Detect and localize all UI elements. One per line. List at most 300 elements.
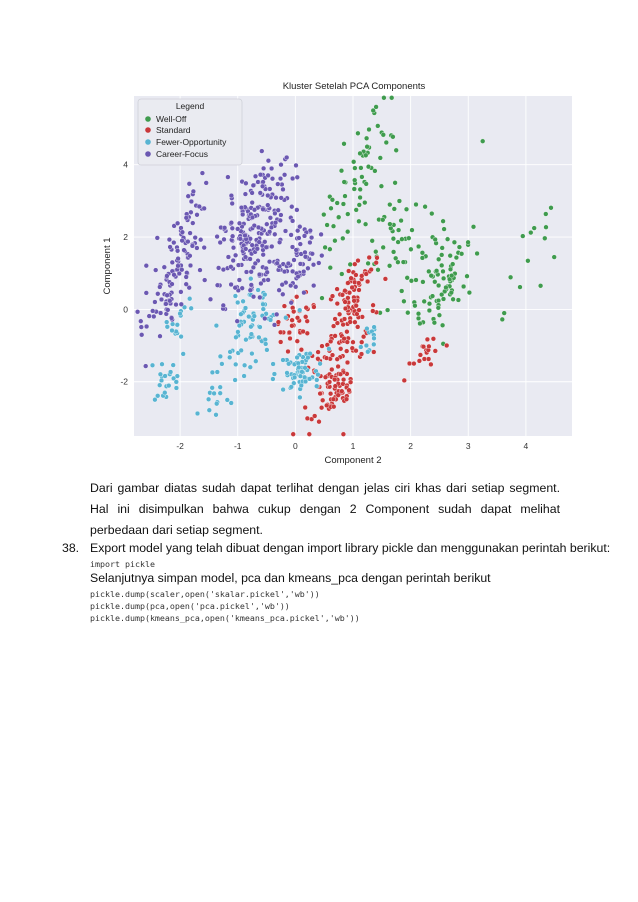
point-well-off: [480, 139, 485, 144]
point-well-off: [391, 236, 396, 241]
point-career-focus: [165, 308, 170, 313]
point-well-off: [341, 202, 346, 207]
point-well-off: [466, 240, 471, 245]
y-tick-labels: [120, 160, 128, 387]
point-fewer-opportunity: [155, 393, 160, 398]
point-well-off: [440, 246, 445, 251]
point-standard: [355, 325, 360, 330]
point-standard: [295, 339, 300, 344]
point-standard: [343, 300, 348, 305]
point-well-off: [405, 310, 410, 315]
point-well-off: [373, 169, 378, 174]
point-well-off: [364, 182, 369, 187]
point-standard: [425, 337, 430, 342]
point-fewer-opportunity: [261, 302, 266, 307]
point-well-off: [414, 278, 419, 283]
point-well-off: [410, 228, 415, 233]
point-standard: [357, 288, 362, 293]
point-standard: [290, 323, 295, 328]
point-career-focus: [200, 171, 205, 176]
point-standard: [307, 432, 312, 437]
point-well-off: [549, 205, 554, 210]
point-fewer-opportunity: [271, 377, 276, 382]
point-career-focus: [159, 297, 164, 302]
point-well-off: [440, 323, 445, 328]
point-well-off: [343, 194, 348, 199]
point-well-off: [418, 321, 423, 326]
legend-label-fewer-opportunity: Fewer-Opportunity: [156, 137, 227, 147]
y-tick-label: 2: [123, 232, 128, 243]
point-career-focus: [264, 245, 269, 250]
point-career-focus: [182, 248, 187, 253]
point-standard: [348, 320, 353, 325]
point-career-focus: [179, 267, 184, 272]
point-well-off: [320, 296, 325, 301]
point-career-focus: [197, 204, 202, 209]
point-well-off: [378, 156, 383, 161]
point-career-focus: [238, 236, 243, 241]
point-fewer-opportunity: [298, 374, 303, 379]
point-well-off: [396, 260, 401, 265]
point-well-off: [442, 227, 447, 232]
point-standard: [351, 340, 356, 345]
point-career-focus: [239, 205, 244, 210]
point-career-focus: [306, 266, 311, 271]
point-standard: [431, 336, 436, 341]
point-well-off: [393, 180, 398, 185]
point-fewer-opportunity: [175, 322, 180, 327]
point-fewer-opportunity: [372, 325, 377, 330]
x-tick-label: -2: [176, 441, 184, 451]
point-fewer-opportunity: [365, 326, 370, 331]
point-career-focus: [274, 195, 279, 200]
point-well-off: [396, 228, 401, 233]
point-well-off: [416, 316, 421, 321]
point-career-focus: [273, 211, 278, 216]
point-career-focus: [274, 312, 279, 317]
point-fewer-opportunity: [256, 288, 261, 293]
point-standard: [305, 319, 310, 324]
point-well-off: [426, 269, 431, 274]
point-fewer-opportunity: [233, 294, 238, 299]
point-well-off: [331, 224, 336, 229]
point-career-focus: [243, 233, 248, 238]
point-well-off: [439, 253, 444, 258]
point-fewer-opportunity: [292, 375, 297, 380]
point-standard: [347, 290, 352, 295]
point-standard: [316, 350, 321, 355]
export-instruction-text: Export model yang telah dibuat dengan import library pickle dan menggunakan perintah berikut:: [90, 541, 611, 555]
legend-title: Legend: [175, 101, 205, 111]
point-well-off: [358, 187, 363, 192]
point-well-off: [437, 313, 442, 318]
point-standard: [288, 336, 293, 341]
point-well-off: [413, 303, 418, 308]
point-well-off: [401, 260, 406, 265]
point-well-off: [336, 215, 341, 220]
point-well-off: [461, 284, 466, 289]
point-well-off: [532, 226, 537, 231]
point-fewer-opportunity: [218, 385, 223, 390]
point-career-focus: [288, 283, 293, 288]
pca-cluster-scatter-chart: [90, 74, 578, 466]
point-well-off: [380, 217, 385, 222]
point-career-focus: [191, 189, 196, 194]
point-well-off: [387, 263, 392, 268]
point-standard: [303, 405, 308, 410]
point-career-focus: [289, 300, 294, 305]
point-career-focus: [188, 263, 193, 268]
point-fewer-opportunity: [289, 385, 294, 390]
point-well-off: [356, 131, 361, 136]
point-standard: [278, 330, 283, 335]
point-career-focus: [262, 316, 267, 321]
y-tick-label: 4: [123, 159, 128, 170]
point-fewer-opportunity: [365, 349, 370, 354]
point-standard: [331, 397, 336, 402]
point-well-off: [363, 153, 368, 158]
point-career-focus: [290, 219, 295, 224]
point-career-focus: [278, 218, 283, 223]
point-career-focus: [250, 200, 255, 205]
point-standard: [364, 272, 369, 277]
point-career-focus: [272, 232, 277, 237]
point-standard: [332, 377, 337, 382]
point-career-focus: [278, 176, 283, 181]
point-career-focus: [215, 283, 220, 288]
point-standard: [328, 391, 333, 396]
point-career-focus: [249, 269, 254, 274]
point-career-focus: [195, 246, 200, 251]
point-career-focus: [311, 283, 316, 288]
point-career-focus: [144, 291, 149, 296]
point-career-focus: [153, 300, 158, 305]
point-career-focus: [286, 261, 291, 266]
point-standard: [357, 308, 362, 313]
point-well-off: [436, 305, 441, 310]
point-fewer-opportunity: [263, 337, 268, 342]
point-standard: [356, 281, 361, 286]
point-fewer-opportunity: [262, 292, 267, 297]
point-well-off: [459, 251, 464, 256]
point-career-focus: [171, 240, 176, 245]
point-well-off: [528, 230, 533, 235]
point-fewer-opportunity: [165, 324, 170, 329]
point-career-focus: [269, 244, 274, 249]
point-standard: [444, 343, 449, 348]
point-fewer-opportunity: [170, 322, 175, 327]
point-standard: [346, 269, 351, 274]
point-career-focus: [165, 274, 170, 279]
point-fewer-opportunity: [364, 343, 369, 348]
point-standard: [318, 391, 323, 396]
point-well-off: [420, 256, 425, 261]
point-fewer-opportunity: [214, 401, 219, 406]
point-career-focus: [221, 303, 226, 308]
point-career-focus: [215, 234, 220, 239]
point-standard: [312, 414, 317, 419]
point-career-focus: [202, 278, 207, 283]
point-career-focus: [257, 295, 262, 300]
point-career-focus: [262, 239, 267, 244]
point-standard: [433, 349, 438, 354]
point-well-off: [439, 292, 444, 297]
point-career-focus: [249, 283, 254, 288]
point-career-focus: [316, 261, 321, 266]
point-career-focus: [261, 166, 266, 171]
point-standard: [427, 344, 432, 349]
point-well-off: [467, 290, 472, 295]
point-career-focus: [282, 172, 287, 177]
point-fewer-opportunity: [170, 328, 175, 333]
point-fewer-opportunity: [233, 362, 238, 367]
point-career-focus: [188, 253, 193, 258]
point-standard: [295, 315, 300, 320]
point-well-off: [358, 195, 363, 200]
point-career-focus: [216, 266, 221, 271]
point-well-off: [329, 206, 334, 211]
point-well-off: [354, 208, 359, 213]
point-career-focus: [319, 253, 324, 258]
point-well-off: [405, 275, 410, 280]
point-fewer-opportunity: [215, 370, 220, 375]
point-fewer-opportunity: [268, 318, 273, 323]
point-standard: [371, 303, 376, 308]
legend-marker-career-focus: [145, 151, 151, 157]
point-career-focus: [164, 302, 169, 307]
point-career-focus: [167, 237, 172, 242]
point-fewer-opportunity: [228, 350, 233, 355]
point-well-off: [436, 298, 441, 303]
point-well-off: [404, 207, 409, 212]
point-fewer-opportunity: [283, 315, 288, 320]
point-standard: [286, 349, 291, 354]
point-fewer-opportunity: [281, 387, 286, 392]
point-career-focus: [289, 204, 294, 209]
point-career-focus: [237, 221, 242, 226]
point-fewer-opportunity: [239, 348, 244, 353]
point-well-off: [392, 207, 397, 212]
point-career-focus: [272, 323, 277, 328]
point-well-off: [365, 144, 370, 149]
point-well-off: [409, 278, 414, 283]
point-well-off: [456, 298, 461, 303]
point-well-off: [427, 301, 432, 306]
conclusion-paragraph: Dari gambar diatas sudah dapat terlihat dengan jelas ciri khas dari setiap segment. Hal ini disimpulkan bahwa cukup dengan 2 Component sudah dapat melihat perbedaan dari setiap segment.: [90, 481, 560, 537]
point-fewer-opportunity: [206, 397, 211, 402]
point-career-focus: [157, 285, 162, 290]
point-career-focus: [179, 302, 184, 307]
point-fewer-opportunity: [168, 370, 173, 375]
point-career-focus: [139, 325, 144, 330]
point-career-focus: [258, 191, 263, 196]
point-career-focus: [229, 220, 234, 225]
point-well-off: [335, 201, 340, 206]
point-standard: [335, 287, 340, 292]
point-career-focus: [231, 258, 236, 263]
point-career-focus: [295, 208, 300, 213]
point-fewer-opportunity: [248, 276, 253, 281]
point-fewer-opportunity: [214, 412, 219, 417]
point-standard: [353, 320, 358, 325]
point-well-off: [423, 204, 428, 209]
point-standard: [347, 388, 352, 393]
point-career-focus: [283, 229, 288, 234]
point-fewer-opportunity: [281, 358, 286, 363]
x-tick-label: 4: [523, 441, 529, 451]
point-standard: [335, 357, 340, 362]
point-fewer-opportunity: [181, 352, 186, 357]
point-well-off: [366, 261, 371, 266]
point-career-focus: [301, 269, 306, 274]
point-career-focus: [303, 254, 308, 259]
point-career-focus: [180, 238, 185, 243]
point-standard: [343, 306, 348, 311]
point-career-focus: [237, 278, 242, 283]
point-career-focus: [260, 184, 265, 189]
point-well-off: [367, 127, 372, 132]
point-career-focus: [266, 173, 271, 178]
point-well-off: [394, 148, 399, 153]
point-career-focus: [294, 163, 299, 168]
point-well-off: [374, 105, 379, 110]
point-fewer-opportunity: [300, 370, 305, 375]
point-fewer-opportunity: [162, 390, 167, 395]
point-standard: [359, 352, 364, 357]
point-career-focus: [243, 247, 248, 252]
point-well-off: [358, 151, 363, 156]
point-well-off: [321, 212, 326, 217]
point-career-focus: [151, 314, 156, 319]
point-fewer-opportunity: [174, 380, 179, 385]
point-career-focus: [184, 282, 189, 287]
point-standard: [412, 361, 417, 366]
point-fewer-opportunity: [159, 378, 164, 383]
point-career-focus: [229, 282, 234, 287]
point-well-off: [441, 297, 446, 302]
point-well-off: [373, 249, 378, 254]
point-standard: [290, 318, 295, 323]
point-well-off: [339, 168, 344, 173]
x-tick-label: 2: [408, 441, 413, 451]
point-standard: [333, 317, 338, 322]
point-career-focus: [188, 231, 193, 236]
point-well-off: [432, 320, 437, 325]
point-career-focus: [243, 255, 248, 260]
point-well-off: [387, 202, 392, 207]
point-standard: [345, 329, 350, 334]
point-fewer-opportunity: [225, 398, 230, 403]
point-fewer-opportunity: [166, 383, 171, 388]
point-career-focus: [176, 263, 181, 268]
point-fewer-opportunity: [246, 314, 251, 319]
point-fewer-opportunity: [164, 320, 169, 325]
legend-marker-standard: [145, 127, 151, 133]
point-fewer-opportunity: [243, 306, 248, 311]
point-well-off: [328, 247, 333, 252]
point-fewer-opportunity: [179, 334, 184, 339]
point-well-off: [449, 290, 454, 295]
point-fewer-opportunity: [233, 378, 238, 383]
point-career-focus: [139, 332, 144, 337]
point-well-off: [359, 166, 364, 171]
point-standard: [287, 330, 292, 335]
point-well-off: [339, 272, 344, 277]
point-career-focus: [252, 207, 257, 212]
x-tick-label: 0: [293, 441, 298, 451]
point-fewer-opportunity: [189, 306, 194, 311]
point-career-focus: [267, 259, 272, 264]
point-fewer-opportunity: [220, 362, 225, 367]
point-career-focus: [294, 248, 299, 253]
y-tick-label: -2: [120, 376, 128, 387]
point-career-focus: [233, 253, 238, 258]
point-standard: [291, 309, 296, 314]
point-standard: [429, 362, 434, 367]
point-career-focus: [281, 187, 286, 192]
chart-legend: [138, 99, 242, 165]
point-standard: [305, 416, 310, 421]
point-career-focus: [135, 309, 140, 314]
point-career-focus: [268, 215, 273, 220]
point-standard: [330, 294, 335, 299]
point-standard: [339, 389, 344, 394]
point-fewer-opportunity: [234, 335, 239, 340]
point-career-focus: [292, 258, 297, 263]
y-tick-label: 0: [123, 304, 128, 315]
point-career-focus: [189, 199, 194, 204]
point-fewer-opportunity: [297, 308, 302, 313]
point-career-focus: [184, 215, 189, 220]
point-career-focus: [240, 212, 245, 217]
point-standard: [352, 262, 357, 267]
point-career-focus: [275, 182, 280, 187]
point-fewer-opportunity: [242, 374, 247, 379]
point-standard: [354, 303, 359, 308]
point-career-focus: [230, 226, 235, 231]
point-well-off: [391, 134, 396, 139]
point-fewer-opportunity: [160, 362, 165, 367]
point-fewer-opportunity: [303, 365, 308, 370]
point-career-focus: [284, 155, 289, 160]
point-well-off: [360, 175, 365, 180]
point-career-focus: [153, 268, 158, 273]
point-fewer-opportunity: [272, 372, 277, 377]
point-well-off: [402, 299, 407, 304]
point-fewer-opportunity: [372, 336, 377, 341]
point-standard: [370, 309, 375, 314]
point-fewer-opportunity: [261, 307, 266, 312]
point-standard: [354, 273, 359, 278]
point-career-focus: [259, 281, 264, 286]
point-well-off: [345, 229, 350, 234]
point-well-off: [448, 267, 453, 272]
point-career-focus: [251, 183, 256, 188]
point-career-focus: [255, 246, 260, 251]
point-well-off: [323, 245, 328, 250]
point-fewer-opportunity: [252, 314, 257, 319]
point-career-focus: [265, 203, 270, 208]
point-standard: [367, 255, 372, 260]
point-career-focus: [302, 290, 307, 295]
point-fewer-opportunity: [236, 330, 241, 335]
point-standard: [407, 361, 412, 366]
point-fewer-opportunity: [187, 296, 192, 301]
point-well-off: [351, 159, 356, 164]
point-well-off: [357, 203, 362, 208]
point-well-off: [352, 187, 357, 192]
point-standard: [338, 372, 343, 377]
